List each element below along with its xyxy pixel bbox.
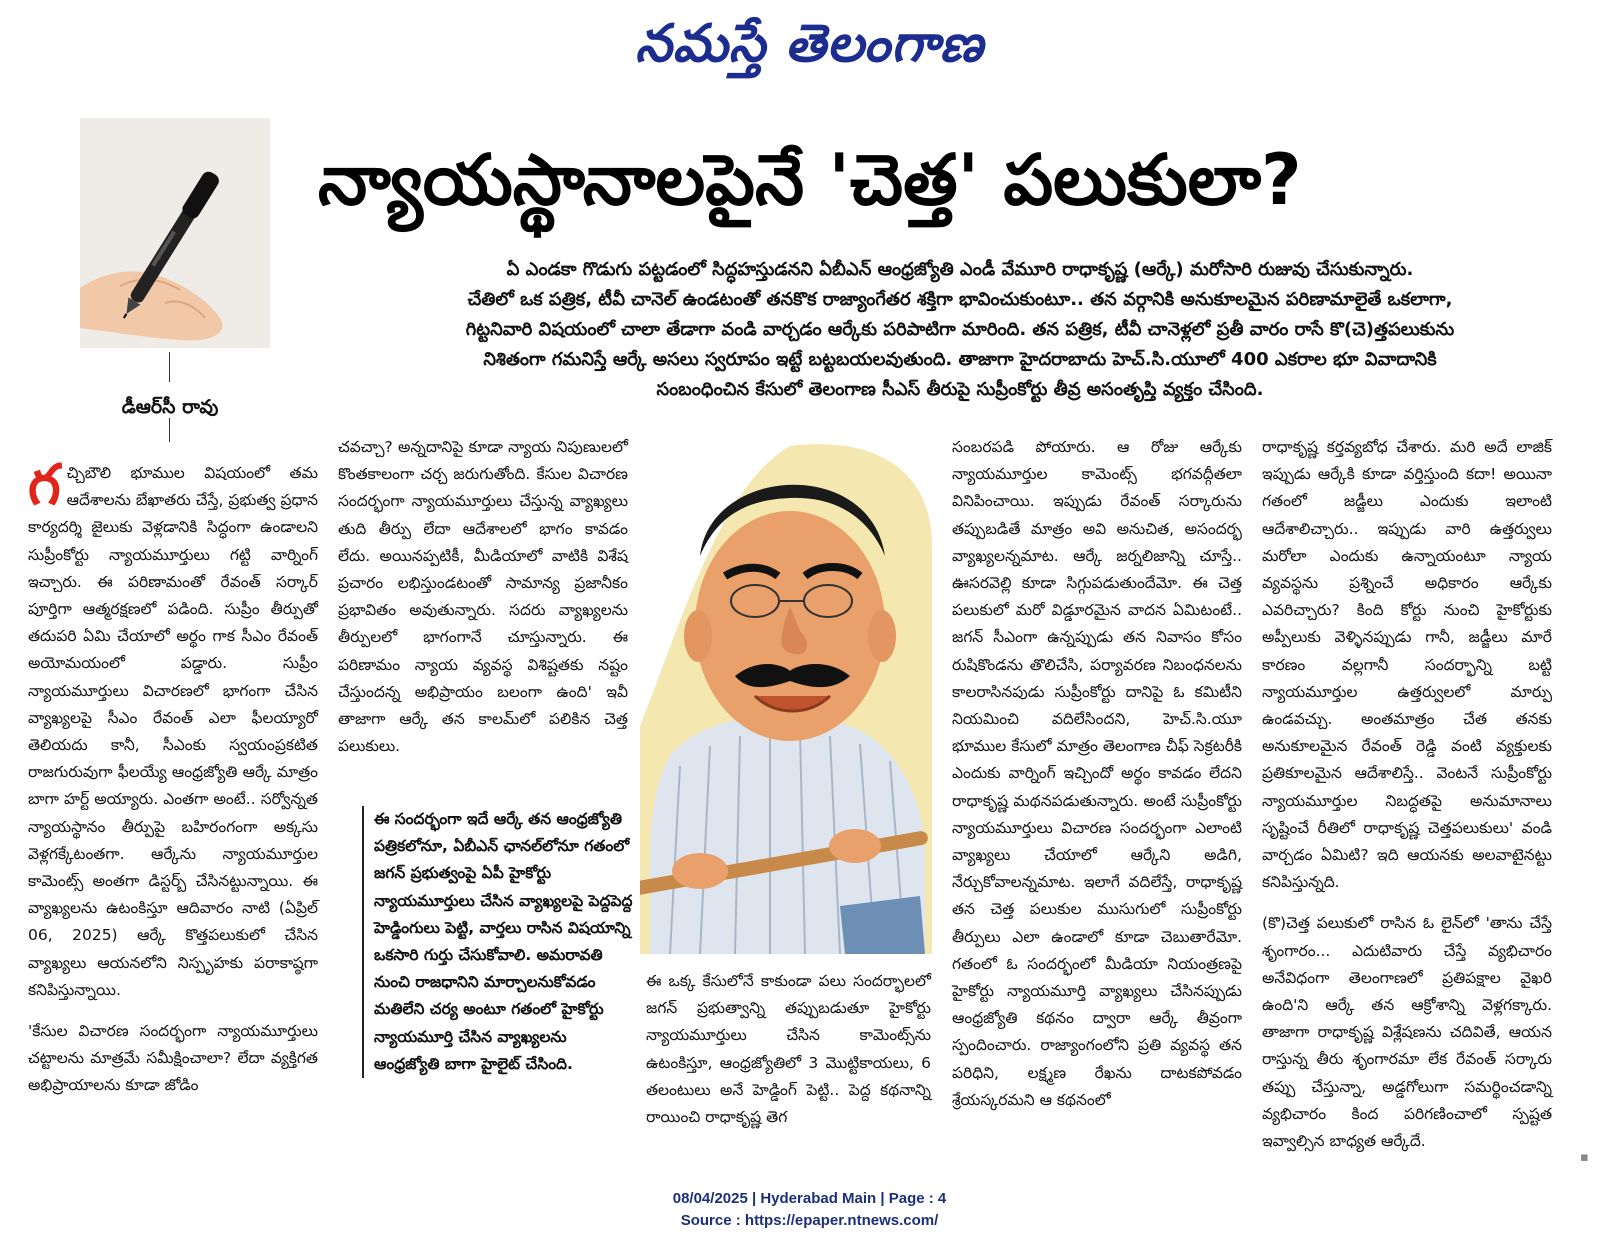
column-1: [28, 453, 318, 1114]
footer-date-edition: 08/04/2025 | Hyderabad Main | Page : 4: [672, 1190, 947, 1207]
pen-in-hand-icon: [80, 118, 270, 348]
paragraph: చవచ్చా? అన్నదానిపై కూడా న్యాయ నిపుణులలో కొంతకాలంగా చర్చ జరుగుతోంది. కేసుల విచారణ సందర్భంగా న్యాయమూర్తులు చేస్తున్న వ్యాఖ్యలు తుది తీర్పు లేదా ఆదేశాలలో భాగం కావడం లేదు. అయినప్పటికీ, మీడియాలో వాటికి విశేష ప్రచారం లభిస్తుండటంతో సామాన్య ప్రజానీకం ప్రభావితం అవుతున్నారు. సదరు వ్యాఖ్యలను తీర్పులలో భాగంగానే చూస్తున్నారు. ఈ పరిణామం న్యాయ వ్యవస్థ విశిష్టతకు నష్టం చేస్తుందన్న అభిప్రాయం బలంగా ఉంది' ఇవీ తాజాగా ఆర్కే తన కాలమ్‌లో పలికిన చెత్త పలుకులు.: [338, 438, 628, 756]
paragraph: 'కేసుల విచారణ సందర్భంగా న్యాయమూర్తులు చట్టాలను మాత్రమే సమీక్షించాలా? లేదా వ్యక్తిగత అభిప్రాయాలను కూడా జోడిం: [28, 1022, 318, 1095]
byline-divider-bottom: [169, 418, 170, 442]
newspaper-title: నమస్తే తెలంగాణ: [635, 14, 984, 74]
paragraph: గచ్చిబౌలి భూముల విషయంలో తమ ఆదేశాలను బేఖాతరు చేస్తే, ప్రభుత్వ ప్రధాన కార్యదర్శి జైలుకు వెళ్లడానికి సిద్ధంగా ఉండాలని సుప్రీంకోర్టు న్యాయమూర్తులు గట్టి వార్నింగ్ ఇచ్చారు. ఈ పరిణామంతో రేవంత్ సర్కార్ పూర్తిగా ఆత్మరక్షణలో పడింది. సుప్రీం తీర్పుతో తదుపరి ఏమి చేయాలో అర్థం గాక సీఎం రేవంత్ అయోమయంలో పడ్డారు. సుప్రీం న్యాయమూర్తులు విచారణలో భాగంగా చేసిన వ్యాఖ్యలపై సీఎం రేవంత్ ఎలా ఫీలయ్యారో తెలియదు కానీ, సీఎంకు స్వయంప్రకటిత రాజగురువుగా ఫీలయ్యే ఆంధ్రజ్యోతి ఆర్కే మాత్రం బాగా హర్ట్ అయ్యారు. ఎంతగా అంటే.. సర్వోన్నత న్యాయస్థానం తీర్పుపై బహిరంగంగా అక్కసు వెళ్లగక్కేటంతగా. ఆర్కేను న్యాయమూర్తుల కామెంట్స్ అంతగా డిస్టర్బ్ చేసినట్టున్నాయి. ఈ వ్యాఖ్యలను ఉటంకిస్తూ ఆదివారం నాటి (ఏప్రిల్ 06, 2025) ఆర్కే కొత్తపలుకులో చేసిన వ్యాఖ్యలు ఆయనలోని నిస్పృహకు పరాకాష్ఠగా కనిపిస్తున్నాయి.: [28, 453, 318, 999]
paragraph: ఈ ఒక్క కేసులోనే కాకుండా పలు సందర్భాలలో జగన్ ప్రభుత్వాన్ని తప్పుబడుతూ హైకోర్టు న్యాయమూర్తులు చేసిన కామెంట్స్‌ను ఉటంకిస్తూ, ఆంధ్రజ్యోతిలో 3 మొట్టికాయలు, 6 తలంటులు అనే హెడ్డింగ్ పెట్టి.. పెద్ద కథనాన్ని రాయించి రాధాకృష్ణ తెగ: [646, 972, 931, 1127]
caricature-icon: [640, 426, 932, 954]
footer-source: Source : https://epaper.ntnews.com/: [680, 1212, 939, 1229]
end-mark: ▪: [1580, 1150, 1589, 1165]
intro-line: చేతిలో ఒక పత్రిక, టీవీ చానెల్ ఉండటంతో తనకొక రాజ్యాంగేతర శక్తిగా భావించుకుంటూ.. తన వర్గానికి అనుకూలమైన పరిణామాలైతే ఒకలాగా,: [467, 289, 1453, 310]
intro-line: సంబంధించిన కేసులో తెలంగాణ సీఎస్ తీరుపై సుప్రీంకోర్టు తీవ్ర అసంతృప్తి వ్యక్తం చేసింది.: [656, 379, 1264, 400]
paragraph: సంబరపడి పోయారు. ఆ రోజు ఆర్కేకు న్యాయమూర్తుల కామెంట్స్ భగవద్గీతలా వినిపించాయి. ఇప్పుడు రేవంత్ సర్కారును తప్పుబడితే మాత్రం అవి అనుచిత, అసందర్భ వ్యాఖ్యలన్నమాట. ఆర్కే జర్నలిజాన్ని చూస్తే.. ఊసరవెల్లి కూడా సిగ్గుపడుతుందేమో. ఈ చెత్త పలుకులో మరో విడ్డూరమైన వాదన ఏమిటంటే.. జగన్ సీఎంగా ఉన్నప్పుడు తన నివాసం కోసం రుషికొండను తొలిచేసి, పర్యావరణ నిబంధనలను కాలరాసినపుడు సుప్రీంకోర్టు దానిపై ఓ కమిటీని నియమించి వదిలేసిందని, హెచ్.సి.యూ భూముల కేసులో మాత్రం తెలంగాణ చీఫ్ సెక్రటరీకి ఎందుకు వార్నింగ్ ఇచ్చిందో అర్థం కావడం లేదని రాధాకృష్ణ మథనపడుతున్నారు. అంటే సుప్రీంకోర్టు న్యాయమూర్తులు విచారణ సందర్భంగా ఎలాంటి వ్యాఖ్యలు చేయాలో ఆర్కేని అడిగి, నేర్చుకోవాలన్నమాట. ఇలాగే వదిలేస్తే, రాధాకృష్ణ తన చెత్త పలుకుల ముసుగులో సుప్రీంకోర్టు తీర్పులు ఎలా ఉండాలో కూడా చెబుతారేమో. గతంలో ఓ సందర్భంలో మీడియా నియంత్రణపై హైకోర్టు న్యాయమూర్తి వ్యాఖ్యలు చేసినప్పుడు ఆంధ్రజ్యోతి కథనం ద్వారా ఆర్కే తీవ్రంగా స్పందించారు. రాజ్యాంగంలోని ప్రతి వ్యవస్థ తన పరిధిని, లక్ష్మణ రేఖను దాటకపోవడం శ్రేయస్కరమని ఆ కథనంలో: [952, 438, 1242, 1109]
column-3: [646, 968, 931, 1145]
pen-photo: [80, 118, 270, 348]
drop-cap: గ: [28, 453, 61, 518]
intro-line: గిట్టనివారి విషయంలో చాలా తేడాగా వండి వార్చడం ఆర్కేకు పరిపాటిగా మారింది. తన పత్రిక, టీవీ చానెళ్లలో ప్రతీ వారం రాసే కొ(చె)త్తపలుకును: [465, 319, 1455, 340]
headline: న్యాయస్థానాలపైనే 'చెత్త' పలుకులా?: [318, 139, 1302, 221]
caricature-illustration: [640, 426, 932, 954]
highlighted-paragraph: ఈ సందర్భంగా ఇదే ఆర్కే తన ఆంధ్రజ్యోతి పత్రికలోనూ, ఏబీఎన్ ఛానల్‌లోనూ గతంలో జగన్ ప్రభుత్వంపై ఏపీ హైకోర్టు న్యాయమూర్తులు చేసిన వ్యాఖ్యలపై పెద్దపెద్ద హెడ్డింగులు పెట్టి, వార్తలు రాసిన విషయాన్ని ఒకసారి గుర్తు చేసుకోవాలి. అమరావతి నుంచి రాజధానిని మార్చాలనుకోవడం మతిలేని చర్య అంటూ గతంలో హైకోర్టు న్యాయమూర్తి చేసిన వ్యాఖ్యలను ఆంధ్రజ్యోతి బాగా హైలైట్ చేసింది.: [362, 806, 636, 1078]
column-2: [338, 434, 628, 774]
byline: డీఆర్‌సీ రావు: [121, 396, 219, 418]
column-5: [1262, 434, 1552, 1169]
byline-divider-top: [169, 352, 170, 382]
paragraph: రాధాకృష్ణ కర్తవ్యబోధ చేశారు. మరి అదే లాజిక్ ఇప్పుడు ఆర్కేకి కూడా వర్తిస్తుంది కదా! అయినా గతంలో జడ్జీలు ఎందుకు ఇలాంటి ఆదేశాలిచ్చారు.. ఇప్పుడు వారి ఉత్తర్వులు మరోలా ఎందుకు ఉన్నాయంటూ న్యాయ వ్యవస్థను ప్రశ్నించే అధికారం ఆర్కేకు ఎవరిచ్చారు? కింది కోర్టు నుంచి హైకోర్టుకు అప్పీలుకు వెళ్ళినప్పుడు గానీ, జడ్జీలు మారే కారణం వల్లగానీ సందర్భాన్ని బట్టి న్యాయమూర్తుల ఉత్తర్వులలో మార్పు ఉండవచ్చు. అంతమాత్రం చేత తనకు అనుకూలమైన రేవంత్ రెడ్డి వంటి వ్యక్తులకు ప్రతికూలమైన ఆదేశాలిస్తే.. వెంటనే సుప్రీంకోర్టు న్యాయమూర్తుల నిబద్ధతపై అనుమానాలు సృష్టించే రీతిలో రాధాకృష్ణ చెత్తపలుకులు' వండి వార్చడం ఏమిటి? ఇది ఆయనకు అలవాటైనట్టు కనిపిస్తున్నది.: [1262, 438, 1552, 892]
intro-line: నిశితంగా గమనిస్తే ఆర్కే అసలు స్వరూపం ఇట్టే బట్టబయలవుతుంది. తాజాగా హైదరాబాదు హెచ్.సి.యూలో 400 ఎకరాల భూ వివాదానికి: [483, 349, 1437, 370]
article-intro: [330, 255, 1590, 405]
column-4: [952, 434, 1242, 1128]
masthead: [0, 6, 1619, 86]
paragraph: (కొ)చెత్త పలుకులో రాసిన ఓ లైన్‌లో 'తాను చేస్తే శృంగారం... ఎదుటివారు చేస్తే వ్యభిచారం అనేవిధంగా తెలంగాణలో ప్రతిపక్షాల వైఖరి ఉంది'ని ఆర్కే తన ఆక్రోశాన్ని వెళ్లగక్కారు. తాజాగా రాధాకృష్ణ విశ్లేషణను చదివితే, ఆయన రాస్తున్న తీరు శృంగారమా లేక రేవంత్ సర్కారు తప్పు చేస్తున్నా, అడ్డగోలుగా సమర్థించడాన్ని వ్యభిచారం కింద పరిగణించాలో స్పష్టత ఇవ్వాల్సిన బాధ్యత ఆర్కేదే.: [1262, 914, 1552, 1151]
intro-line: ఏ ఎండకా గొడుగు పట్టడంలో సిద్ధహస్తుడనని ఏబీఎన్ ఆంధ్రజ్యోతి ఎండీ వేమూరి రాధాకృష్ణ (ఆర్కే) మరోసారి రుజువు చేసుకున్నారు.: [506, 259, 1414, 280]
